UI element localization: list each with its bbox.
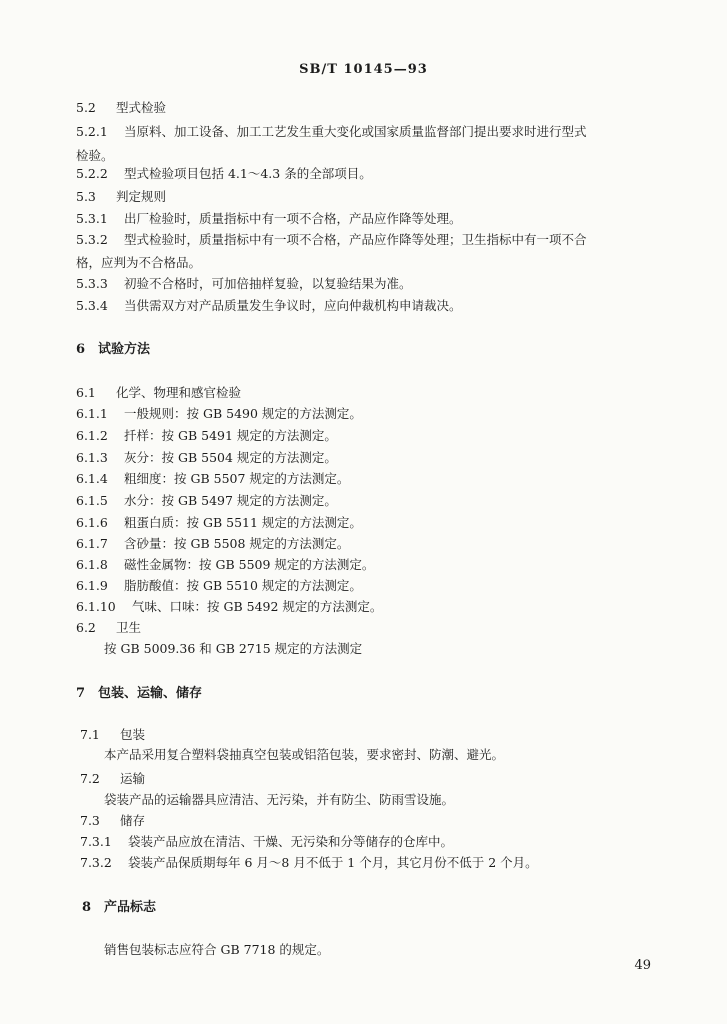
clause-8-text: 销售包装标志应符合 GB 7718 的规定。	[104, 942, 330, 957]
clause-7-3-1: 7.3.1 袋装产品应放在清洁、干燥、无污染和分等储存的仓库中。	[80, 834, 454, 849]
clause-7-1-text: 本产品采用复合塑料袋抽真空包装或铝箔包装，要求密封、防潮、避光。	[104, 747, 505, 762]
clause-5-3: 5.3 判定规则	[76, 189, 167, 204]
clause-5-3-2: 5.3.2 型式检验时，质量指标中有一项不合格，产品应作降等处理；卫生指标中有一项不合	[76, 232, 587, 247]
section-6-heading: 6 试验方法	[76, 342, 151, 357]
clause-7-2-text: 袋装产品的运输器具应清洁、无污染，并有防尘、防雨雪设施。	[104, 792, 455, 807]
clause-5-2-2: 5.2.2 型式检验项目包括 4.1～4.3 条的全部项目。	[76, 166, 372, 181]
clause-6-1-1: 6.1.1 一般规则：按 GB 5490 规定的方法测定。	[76, 406, 362, 421]
document-header: SB/T 10145—93	[299, 62, 428, 77]
section-7-heading: 7 包装、运输、储存	[76, 686, 203, 701]
clause-5-2-1: 5.2.1 当原料、加工设备、加工工艺发生重大变化或国家质量监督部门提出要求时进行型式	[76, 124, 587, 139]
clause-6-2: 6.2 卫生	[76, 620, 142, 635]
clause-6-1-8: 6.1.8 磁性金属物：按 GB 5509 规定的方法测定。	[76, 557, 375, 572]
clause-5-3-2-cont: 格，应判为不合格品。	[76, 255, 202, 270]
page-number: 49	[634, 958, 651, 973]
clause-6-1-2: 6.1.2 扦样：按 GB 5491 规定的方法测定。	[76, 428, 337, 443]
clause-6-1-9: 6.1.9 脂肪酸值：按 GB 5510 规定的方法测定。	[76, 578, 362, 593]
clause-6-1: 6.1 化学、物理和感官检验	[76, 385, 242, 400]
clause-7-1: 7.1 包装	[80, 727, 146, 742]
clause-6-2-text: 按 GB 5009.36 和 GB 2715 规定的方法测定	[104, 641, 363, 656]
clause-5-2: 5.2 型式检验	[76, 100, 167, 115]
clause-7-2: 7.2 运输	[80, 771, 146, 786]
clause-6-1-4: 6.1.4 粗细度：按 GB 5507 规定的方法测定。	[76, 471, 350, 486]
clause-6-1-10: 6.1.10 气味、口味：按 GB 5492 规定的方法测定。	[76, 599, 383, 614]
clause-5-3-1: 5.3.1 出厂检验时，质量指标中有一项不合格，产品应作降等处理。	[76, 211, 462, 226]
clause-6-1-3: 6.1.3 灰分：按 GB 5504 规定的方法测定。	[76, 450, 337, 465]
section-8-heading: 8 产品标志	[82, 900, 157, 915]
clause-7-3-2: 7.3.2 袋装产品保质期每年 6 月～8 月不低于 1 个月，其它月份不低于 2 个月。	[80, 855, 538, 870]
clause-5-3-4: 5.3.4 当供需双方对产品质量发生争议时，应向仲裁机构申请裁决。	[76, 298, 462, 313]
clause-6-1-5: 6.1.5 水分：按 GB 5497 规定的方法测定。	[76, 493, 337, 508]
clause-7-3: 7.3 储存	[80, 813, 146, 828]
clause-5-2-1-cont: 检验。	[76, 148, 114, 163]
clause-6-1-6: 6.1.6 粗蛋白质：按 GB 5511 规定的方法测定。	[76, 515, 362, 530]
clause-5-3-3: 5.3.3 初验不合格时，可加倍抽样复验，以复验结果为准。	[76, 276, 412, 291]
clause-6-1-7: 6.1.7 含砂量：按 GB 5508 规定的方法测定。	[76, 536, 350, 551]
